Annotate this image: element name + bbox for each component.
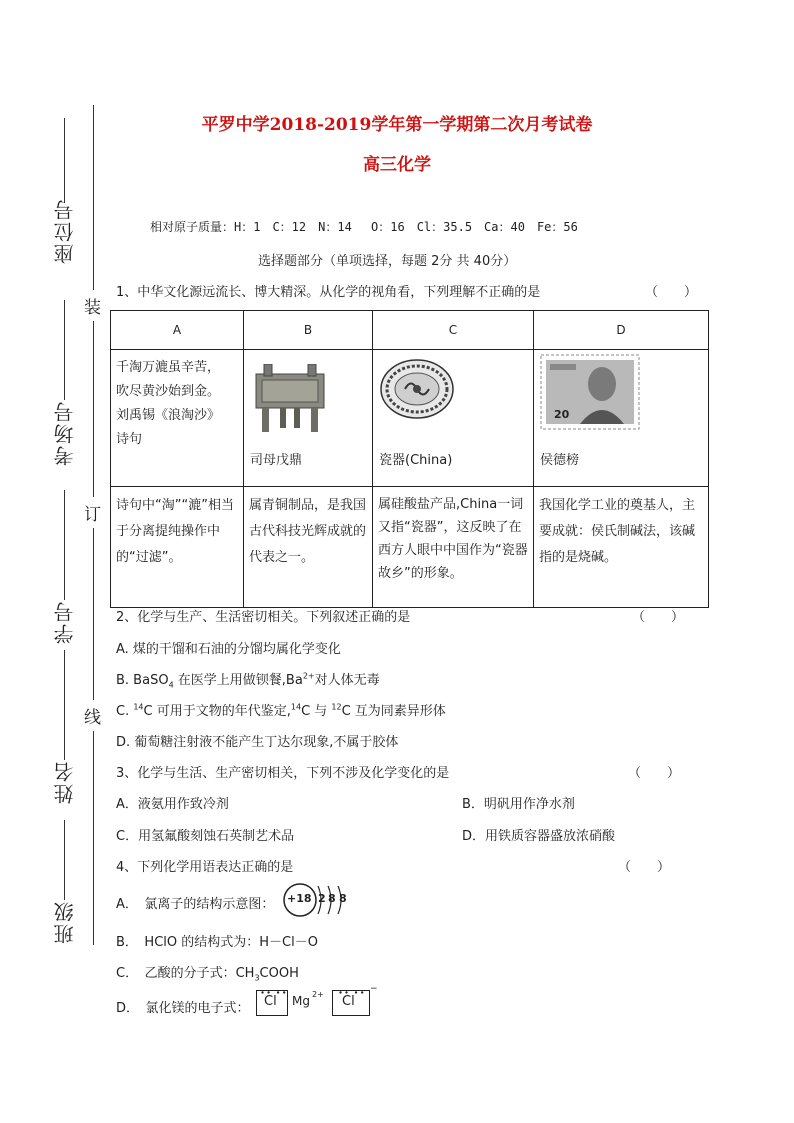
q2-c-superscript: 12 — [331, 702, 342, 712]
q1-header-b: B — [244, 311, 373, 350]
q2-stem: 2、化学与生产、生活密切相关。下列叙述正确的是 — [116, 610, 411, 625]
china-label: 瓷器(China) — [379, 453, 453, 468]
q4-option-d: D． 氯化镁的电子式： — [116, 1001, 250, 1016]
q2-option-a: A. 煤的干馏和石油的分馏均属化学变化 — [116, 642, 341, 657]
section-heading: 选择题部分（单项选择，每题 2分 共 40分） — [258, 254, 517, 269]
q1-d-note: 我国化学工业的奠基人，主要成就：侯氏制碱法，该碱指的是烧碱。 — [534, 487, 709, 608]
q4-c-text: COOH — [259, 966, 299, 981]
q2-c-text: C 互为同素异形体 — [341, 704, 446, 719]
q2-option-d: D. 葡萄糖注射液不能产生丁达尔现象,不属于胶体 — [116, 735, 399, 750]
shell-electrons: 2 — [318, 892, 326, 905]
q1-c-note: 属硅酸盐产品,China一词又指“瓷器”，这反映了在西方人眼中中国作为“瓷器故乡”的形象。 — [373, 487, 534, 608]
q2-b-text: B. BaSO — [116, 673, 169, 688]
q1-header-c: C — [373, 311, 534, 350]
shell-electrons: 8 — [328, 892, 336, 905]
atomic-masses: 相对原子质量：H：1 C：12 N：14 O：16 Cl：35.5 Ca：40 Fe：56 — [150, 220, 578, 234]
q2-c-text: C 可用于文物的年代鉴定, — [143, 704, 291, 719]
q4-option-a: A． 氯离子的结构示意图： — [116, 897, 275, 912]
electron-dots: ∙∙ ∙∙ — [260, 988, 288, 997]
exam-subtitle: 高三化学 — [363, 155, 431, 175]
q4-c-subscript: 3 — [254, 973, 260, 983]
poem-line: 刘禹锡《浪淘沙》 — [116, 408, 221, 423]
q2-option-c — [116, 700, 446, 719]
bronze-ding-image — [250, 364, 330, 434]
chloride-charge: − — [370, 984, 378, 994]
q1-a-poem — [111, 350, 244, 487]
q1-d-cell — [534, 350, 709, 487]
q3-stem: 3、化学与生活、生产密切相关，下列不涉及化学变化的是 — [116, 766, 450, 781]
q1-c-cell — [373, 350, 534, 487]
q1-header-a: A — [111, 311, 244, 350]
q2-b-subscript: 4 — [168, 680, 174, 690]
q2-b-superscript: 2+ — [302, 671, 315, 681]
class-label: 班级 — [53, 900, 77, 944]
side-line-name — [64, 650, 65, 760]
hou-debang-label: 侯德榜 — [540, 453, 580, 468]
q4-option-b: B． HClO 的结构式为：H－Cl－O — [116, 935, 318, 950]
q4-option-c — [116, 962, 299, 983]
magnesium-symbol: Mg — [292, 994, 310, 1008]
q1-stem: 1、中华文化源远流长、博大精深。从化学的视角看，下列理解不正确的是 — [116, 285, 541, 300]
name-label: 姓名 — [53, 760, 77, 804]
side-line-class — [64, 820, 65, 900]
q2-c-superscript: 14 — [290, 702, 302, 712]
shell-electrons: 8 — [339, 892, 347, 905]
q4-c-text: C． 乙酸的分子式：CH — [116, 966, 255, 981]
q4-stem: 4、下列化学用语表达正确的是 — [116, 860, 294, 875]
ding-label: 司母戊鼎 — [250, 453, 303, 468]
exam-room-label: 考场号 — [53, 400, 77, 466]
q1-a-note: 诗句中“淘”“漉”相当于分离提纯操作中的“过滤”。 — [111, 487, 244, 608]
q2-option-b — [116, 669, 380, 690]
q3-option-c: C．用氢氟酸刻蚀石英制艺术品 — [116, 829, 295, 844]
q3-option-d: D．用铁质容器盛放浓硝酸 — [462, 829, 616, 844]
bind-char-ding: 订 — [84, 497, 101, 528]
q1-answer-paren: （ ） — [645, 285, 698, 300]
q3-option-a: A．液氨用作致冷剂 — [116, 797, 229, 812]
q2-b-text: 在医学上用做钡餐,Ba — [173, 673, 303, 688]
q2-c-text: C 与 — [301, 704, 332, 719]
student-id-label: 学号 — [53, 600, 77, 644]
side-line-room — [64, 300, 65, 400]
q1-b-cell — [244, 350, 373, 487]
q1-header-d: D — [534, 311, 709, 350]
q1-b-note: 属青铜制品，是我国古代科技光辉成就的代表之一。 — [244, 487, 373, 608]
chlorine-symbol: Cl — [342, 994, 355, 1009]
q2-c-superscript: 14 — [133, 702, 144, 712]
q2-answer-paren: （ ） — [632, 610, 685, 625]
side-line-id — [64, 490, 65, 600]
nucleus-charge: +18 — [287, 892, 312, 905]
chlorine-symbol: Cl — [264, 994, 277, 1009]
porcelain-plate-image — [379, 358, 455, 420]
magnesium-charge: 2+ — [312, 990, 324, 999]
stamp-value: 20 — [554, 408, 570, 421]
q3-answer-paren: （ ） — [628, 766, 681, 781]
seat-number-label: 座位号 — [53, 198, 77, 264]
q1-table — [110, 310, 709, 608]
bind-char-xian: 线 — [84, 700, 101, 731]
q4-answer-paren: （ ） — [618, 860, 671, 875]
poem-line: 千淘万漉虽辛苦， — [116, 360, 221, 375]
mgcl2-electron-formula — [256, 984, 386, 1020]
bind-char-zhuang: 装 — [84, 290, 101, 321]
electron-dots: ∙∙ ∙∙ — [338, 988, 366, 997]
q2-c-text: C. — [116, 704, 134, 719]
poem-line: 诗句 — [116, 432, 143, 447]
chloride-ion-diagram — [282, 882, 352, 918]
poem-line: 吹尽黄沙始到金。 — [116, 384, 221, 399]
exam-title: 平罗中学2018-2019学年第一学期第二次月考试卷 — [201, 115, 593, 135]
q2-b-text: 对人体无毒 — [314, 673, 380, 688]
q3-option-b: B．明矾用作净水剂 — [462, 797, 575, 812]
